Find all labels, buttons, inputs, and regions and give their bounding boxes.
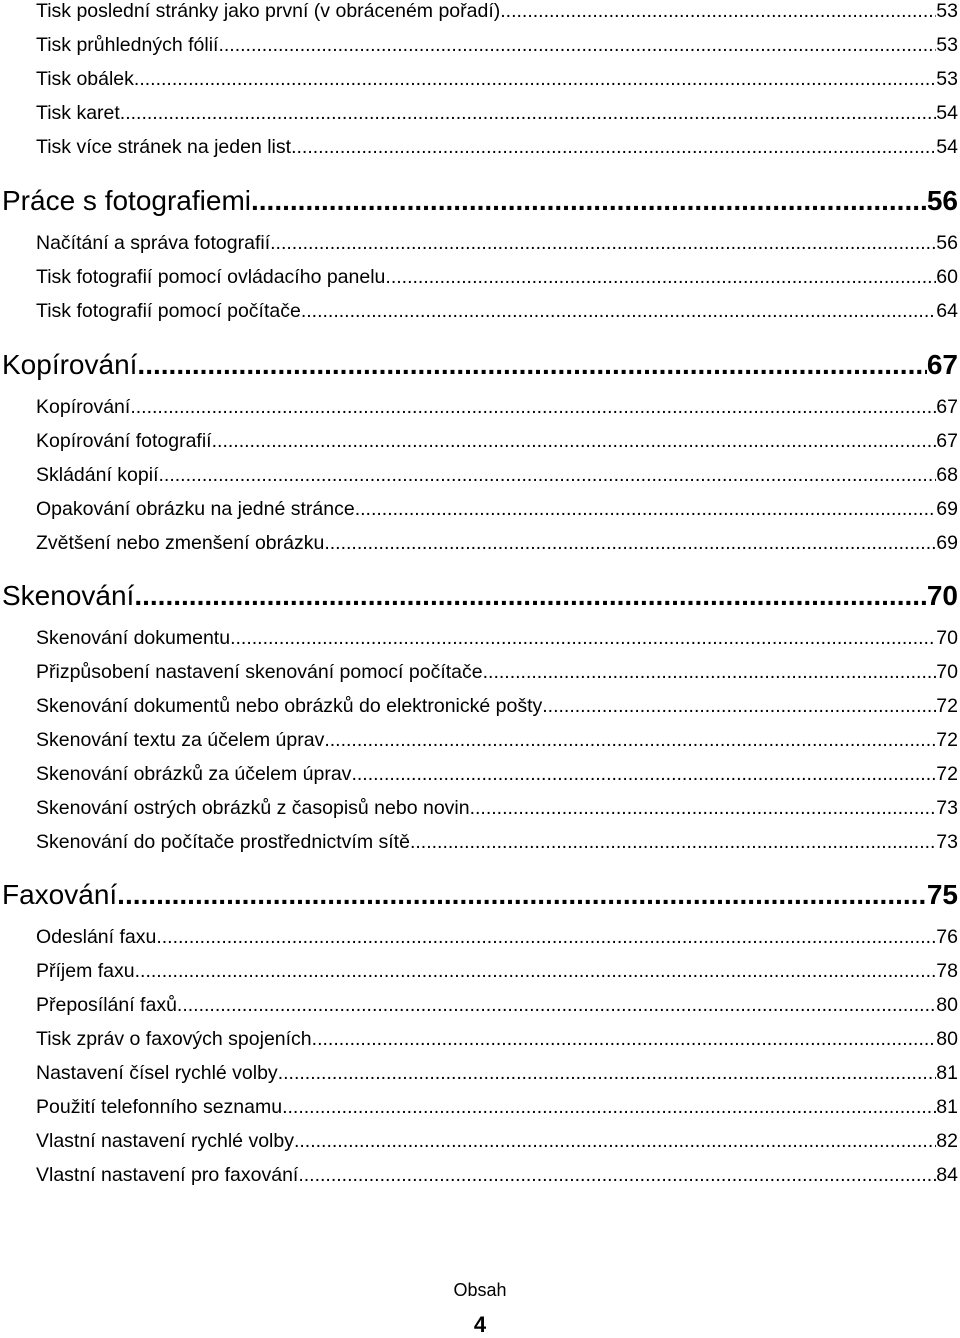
toc-entry-title: Přizpůsobení nastavení skenování pomocí počítače	[36, 661, 483, 683]
toc-entry-title: Zvětšení nebo zmenšení obrázku	[36, 532, 325, 554]
toc-section-entry[interactable]	[36, 729, 958, 752]
toc-entry-page-number: 82	[936, 1130, 958, 1152]
toc-section-entry[interactable]	[36, 498, 958, 521]
toc-section-entry[interactable]	[36, 1028, 958, 1051]
toc-entry-title: Opakování obrázku na jedné stránce	[36, 498, 355, 520]
toc-section-entry[interactable]	[36, 396, 958, 419]
toc-dot-leader	[251, 185, 927, 217]
toc-entry-title: Skenování do počítače prostřednictvím sítě	[36, 831, 410, 853]
toc-dot-leader	[410, 831, 936, 854]
toc-dot-leader	[212, 430, 937, 453]
toc-entry-title: Skenování ostrých obrázků z časopisů nebo novin	[36, 797, 470, 819]
toc-dot-leader	[291, 136, 936, 159]
toc-dot-leader	[483, 661, 937, 684]
toc-dot-leader	[500, 0, 936, 23]
toc-entry-title: Vlastní nastavení rychlé volby	[36, 1130, 294, 1152]
toc-entry-title: Tisk poslední stránky jako první (v obráceném pořadí)	[36, 0, 501, 22]
toc-dot-leader	[294, 1130, 936, 1153]
toc-section-entry[interactable]	[36, 926, 958, 949]
toc-section-entry[interactable]	[36, 102, 958, 125]
toc-dot-leader	[130, 396, 936, 419]
toc-entry-page-number: 81	[936, 1096, 958, 1118]
toc-section-entry[interactable]	[36, 661, 958, 684]
toc-dot-leader	[159, 464, 937, 487]
toc-dot-leader	[385, 266, 936, 289]
toc-entry-page-number: 78	[936, 960, 958, 982]
toc-entry-page-number: 67	[926, 349, 958, 380]
toc-entry-page-number: 54	[936, 136, 958, 158]
toc-section-entry[interactable]	[36, 232, 958, 255]
toc-section-entry[interactable]	[36, 68, 958, 91]
toc-entry-title: Kopírování	[2, 349, 138, 380]
toc-entry-page-number: 72	[936, 729, 958, 751]
footer-section-label: Obsah	[453, 1280, 507, 1300]
toc-entry-page-number: 69	[936, 532, 958, 554]
toc-entry-page-number: 72	[936, 695, 958, 717]
toc-entry-title: Tisk karet	[36, 102, 120, 124]
toc-entry-title: Skenování dokumentů nebo obrázků do elektronické pošty	[36, 695, 543, 717]
toc-section-entry[interactable]	[36, 34, 958, 57]
toc-section-entry[interactable]	[36, 627, 958, 650]
toc-entry-page-number: 75	[926, 879, 958, 910]
toc-entry-page-number: 64	[936, 300, 958, 322]
toc-chapter-entry[interactable]	[2, 879, 958, 911]
toc-entry-page-number: 53	[936, 68, 958, 90]
toc-entry-page-number: 68	[936, 464, 958, 486]
toc-entry-title: Vlastní nastavení pro faxování	[36, 1164, 299, 1186]
toc-dot-leader	[218, 34, 936, 57]
toc-dot-leader	[156, 926, 936, 949]
toc-dot-leader	[278, 1062, 937, 1085]
toc-section-entry[interactable]	[36, 532, 958, 555]
toc-dot-leader	[134, 580, 927, 612]
toc-chapter-entry[interactable]	[2, 185, 958, 217]
toc-entry-page-number: 70	[936, 661, 958, 683]
toc-entry-title: Kopírování fotografií	[36, 430, 212, 452]
toc-dot-leader	[324, 729, 936, 752]
toc-entry-title: Tisk fotografií pomocí počítače	[36, 300, 301, 322]
toc-entry-title: Přeposílání faxů	[36, 994, 177, 1016]
toc-entry-page-number: 54	[936, 102, 958, 124]
toc-entry-title: Tisk fotografií pomocí ovládacího panelu	[36, 266, 386, 288]
toc-dot-leader	[542, 695, 936, 718]
toc-dot-leader	[177, 994, 936, 1017]
toc-entry-page-number: 53	[936, 34, 958, 56]
toc-section-entry[interactable]	[36, 1062, 958, 1085]
toc-dot-leader	[298, 1164, 936, 1187]
toc-entry-page-number: 81	[936, 1062, 958, 1084]
footer-page-number: 4	[473, 1312, 487, 1337]
toc-entry-page-number: 84	[936, 1164, 958, 1186]
toc-section-entry[interactable]	[36, 464, 958, 487]
toc-dot-leader	[117, 879, 927, 911]
toc-entry-title: Kopírování	[36, 396, 131, 418]
toc-entry-title: Načítání a správa fotografií	[36, 232, 271, 254]
toc-entry-page-number: 73	[936, 831, 958, 853]
toc-entry-page-number: 80	[936, 1028, 958, 1050]
toc-dot-leader	[120, 102, 937, 125]
toc-dot-leader	[351, 763, 936, 786]
toc-dot-leader	[282, 1096, 936, 1119]
toc-section-entry[interactable]	[36, 1164, 958, 1187]
toc-section-entry[interactable]	[36, 430, 958, 453]
toc-dot-leader	[301, 300, 936, 323]
toc-chapter-entry[interactable]	[2, 349, 958, 381]
toc-entry-page-number: 70	[926, 580, 958, 611]
toc-section-entry[interactable]	[36, 0, 958, 23]
toc-entry-page-number: 70	[936, 627, 958, 649]
toc-entry-page-number: 56	[936, 232, 958, 254]
toc-entry-page-number: 67	[936, 396, 958, 418]
toc-entry-title: Tisk zpráv o faxových spojeních	[36, 1028, 312, 1050]
toc-entry-title: Nastavení čísel rychlé volby	[36, 1062, 278, 1084]
toc-entry-page-number: 80	[936, 994, 958, 1016]
toc-dot-leader	[137, 349, 926, 381]
toc-dot-leader	[312, 1028, 937, 1051]
toc-entry-page-number: 67	[936, 430, 958, 452]
toc-section-entry[interactable]	[36, 994, 958, 1017]
toc-entry-title: Práce s fotografiemi	[2, 185, 251, 216]
toc-section-entry[interactable]	[36, 300, 958, 323]
toc-entry-title: Tisk více stránek na jeden list	[36, 136, 292, 158]
toc-dot-leader	[135, 960, 937, 983]
toc-dot-leader	[470, 797, 937, 820]
toc-section-entry[interactable]	[36, 831, 958, 854]
toc-entry-title: Faxování	[2, 879, 118, 910]
toc-entry-title: Skenování textu za účelem úprav	[36, 729, 325, 751]
toc-entry-page-number: 53	[936, 0, 958, 22]
toc-entry-page-number: 76	[936, 926, 958, 948]
toc-entry-title: Skládání kopií	[36, 464, 159, 486]
toc-entry-page-number: 72	[936, 763, 958, 785]
toc-entry-title: Tisk průhledných fólií	[36, 34, 219, 56]
toc-entry-title: Příjem faxu	[36, 960, 135, 982]
toc-dot-leader	[270, 232, 936, 255]
toc-entry-page-number: 60	[936, 266, 958, 288]
toc-entry-page-number: 69	[936, 498, 958, 520]
toc-dot-leader	[355, 498, 937, 521]
toc-section-entry[interactable]	[36, 1096, 958, 1119]
toc-entry-page-number: 73	[936, 797, 958, 819]
toc-entry-title: Tisk obálek	[36, 68, 134, 90]
toc-entry-title: Použití telefonního seznamu	[36, 1096, 283, 1118]
toc-section-entry[interactable]	[36, 266, 958, 289]
toc-section-entry[interactable]	[36, 797, 958, 820]
toc-entry-title: Odeslání faxu	[36, 926, 157, 948]
toc-section-entry[interactable]	[36, 1130, 958, 1153]
toc-entry-title: Skenování obrázků za účelem úprav	[36, 763, 352, 785]
toc-section-entry[interactable]	[36, 695, 958, 718]
toc-chapter-entry[interactable]	[2, 580, 958, 612]
toc-dot-leader	[324, 532, 936, 555]
toc-entry-title: Skenování dokumentu	[36, 627, 231, 649]
toc-dot-leader	[134, 68, 936, 91]
toc-section-entry[interactable]	[36, 960, 958, 983]
toc-section-entry[interactable]	[36, 136, 958, 159]
toc-section-entry[interactable]	[36, 763, 958, 786]
toc-dot-leader	[230, 627, 936, 650]
toc-entry-title: Skenování	[2, 580, 135, 611]
toc-entry-page-number: 56	[926, 185, 958, 216]
